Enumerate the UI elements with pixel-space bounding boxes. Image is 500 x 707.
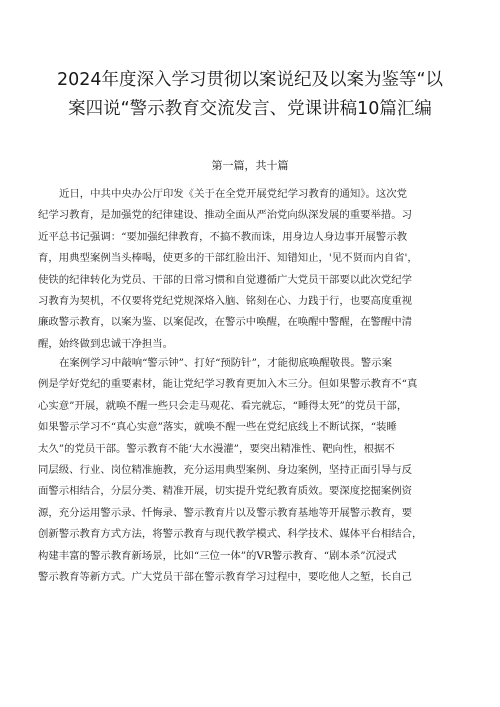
paragraph-line: 太久”的党员干部。警示教育不能‘大水漫灌”，要突出精准性、靶向性，根据不	[38, 442, 395, 455]
section-subtitle: 第一篇，共十篇	[211, 159, 289, 172]
paragraph-line: 近日，中共中央办公厅印发《关于在全党开展党纪学习教育的通知》。这次党	[59, 188, 408, 200]
paragraph-line: 例是学好党纪的重要素材，能让党纪学习教育更加入木三分。但如果警示教育不“真	[38, 378, 418, 391]
title-line-1: 2024年度深入学习贯彻以案说纪及以案为鉴等“以	[56, 70, 444, 90]
title-line-2: 案四说“警示教育交流发言、党课讲稿10篇汇编	[68, 99, 432, 119]
paragraph-line: 纪学习教育，是加强党的纪律建设、推动全面从严治党向纵深发展的重要举措。习	[38, 209, 413, 222]
paragraph-line: 源，充分运用警示录、忏悔录、警示教育片以及警示教育基地等开展警示教育，要	[38, 506, 413, 519]
body-paragraph-1	[38, 184, 462, 355]
paragraph-line: 近平总书记强调：“要加强纪律教育，不搞不教而诛，用身边人身边事开展警示教	[38, 230, 407, 243]
paragraph-line: 警示教育等新方式。广大党员干部在警示教育学习过程中，要吃他人之堑，长自己	[38, 571, 413, 584]
paragraph-line: 廉政警示教育，以案为鉴、以案促改，在警示中唤醒，在唤醒中警醒，在警醒中清	[38, 316, 413, 329]
paragraph-line: 育，用典型案例当头棒喝，使更多的干部红脸出汗、知错知止，'见不贤而内自省'，	[38, 252, 418, 265]
body-paragraph-2	[38, 353, 462, 588]
paragraph-line: 醒，始终做到忠诚干净担当。	[38, 337, 174, 350]
paragraph-line: 心实意”开展，就唤不醒一些只会走马观花、看完就忘，“睡得太死”的党员干部，	[38, 399, 408, 412]
paragraph-line: 构建丰富的警示教育新场景，比如“三位一体”的VR警示教育、“剧本杀”沉浸式	[38, 549, 397, 562]
paragraph-line: 同层级、行业、岗位精准施教，充分运用典型案例、身边案例，坚持正面引导与反	[38, 464, 413, 477]
paragraph-line: 面警示相结合，分层分类、精准开展，切实提升党纪教育质效。要深度挖掘案例资	[38, 485, 413, 498]
paragraph-line: 创新警示教育方式方法，将警示教育与现代教学模式、科学技术、媒体平台相结合，	[38, 528, 423, 541]
paragraph-line: 如果警示学习不“真心实意”落实，就唤不醒一些在党纪底线上不断试探，“装睡	[38, 421, 397, 434]
paragraph-line: 习教育为契机，不仅要将党纪党规深烙入脑、铭刻在心、力践于行，也要高度重视	[38, 295, 413, 308]
paragraph-line: 使铁的纪律转化为党员、干部的日常习惯和自觉遵循广大党员干部要以此次党纪学	[38, 273, 413, 286]
paragraph-line: 在案例学习中敲响“警示钟”、打好“预防针”，才能彻底唤醒敬畏。警示案	[59, 357, 392, 369]
document-title	[28, 66, 472, 124]
